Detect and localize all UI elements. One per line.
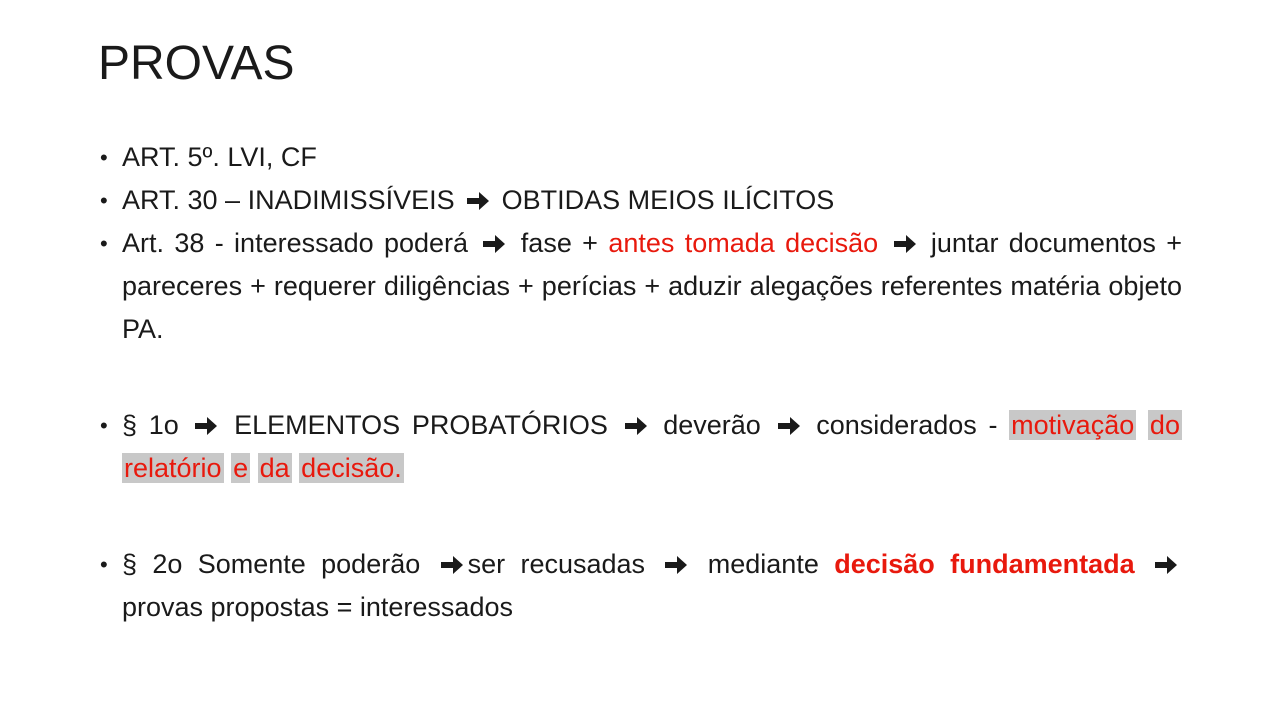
highlighted-word: decisão.	[301, 453, 402, 483]
red-bold-text: decisão fundamentada	[834, 549, 1135, 579]
red-text: antes tomada decisão	[608, 228, 879, 258]
right-arrow-icon	[465, 190, 491, 212]
bullet-text: § 2o Somente poderão	[122, 549, 421, 579]
bullet-text: § 1o	[122, 410, 179, 440]
bullet-text: deverão	[663, 410, 761, 440]
highlighted-word: e	[233, 453, 249, 483]
bullet-paragraph-2	[100, 543, 1182, 629]
bullet-text: Art. 38 - interessado poderá	[122, 228, 469, 258]
highlighted-word: do	[1149, 410, 1180, 440]
bullet-art5	[100, 136, 1182, 179]
bullet-list	[100, 136, 1182, 629]
slide-title: PROVAS	[98, 37, 295, 90]
bullet-art38	[100, 222, 1182, 351]
bullet-text: fase +	[520, 228, 598, 258]
right-arrow-icon	[623, 415, 649, 437]
right-arrow-icon	[439, 554, 465, 576]
right-arrow-icon	[663, 554, 689, 576]
bullet-text: ART. 30 – INADIMISSÍVEIS	[122, 185, 455, 215]
bullet-text: provas propostas = interessados	[122, 592, 513, 622]
right-arrow-icon	[1153, 554, 1179, 576]
right-arrow-icon	[892, 233, 918, 255]
right-arrow-icon	[481, 233, 507, 255]
bullet-art30	[100, 179, 1182, 222]
right-arrow-icon	[776, 415, 802, 437]
bullet-text: juntar documentos + pareceres + requerer diligências + perícias + aduzir alegações referentes matéria objeto PA.	[122, 228, 1182, 344]
highlighted-word: da	[259, 453, 290, 483]
bullet-text: ELEMENTOS PROBATÓRIOS	[234, 410, 608, 440]
highlighted-word: motivação	[1011, 410, 1135, 440]
bullet-text: mediante	[707, 549, 819, 579]
bullet-text: ser recusadas	[467, 549, 646, 579]
bullet-text: considerados -	[816, 410, 998, 440]
right-arrow-icon	[193, 415, 219, 437]
bullet-paragraph-1	[100, 404, 1182, 490]
highlighted-word: relatório	[124, 453, 222, 483]
bullet-text: OBTIDAS MEIOS ILÍCITOS	[501, 185, 835, 215]
bullet-text: ART. 5º. LVI, CF	[122, 142, 317, 172]
